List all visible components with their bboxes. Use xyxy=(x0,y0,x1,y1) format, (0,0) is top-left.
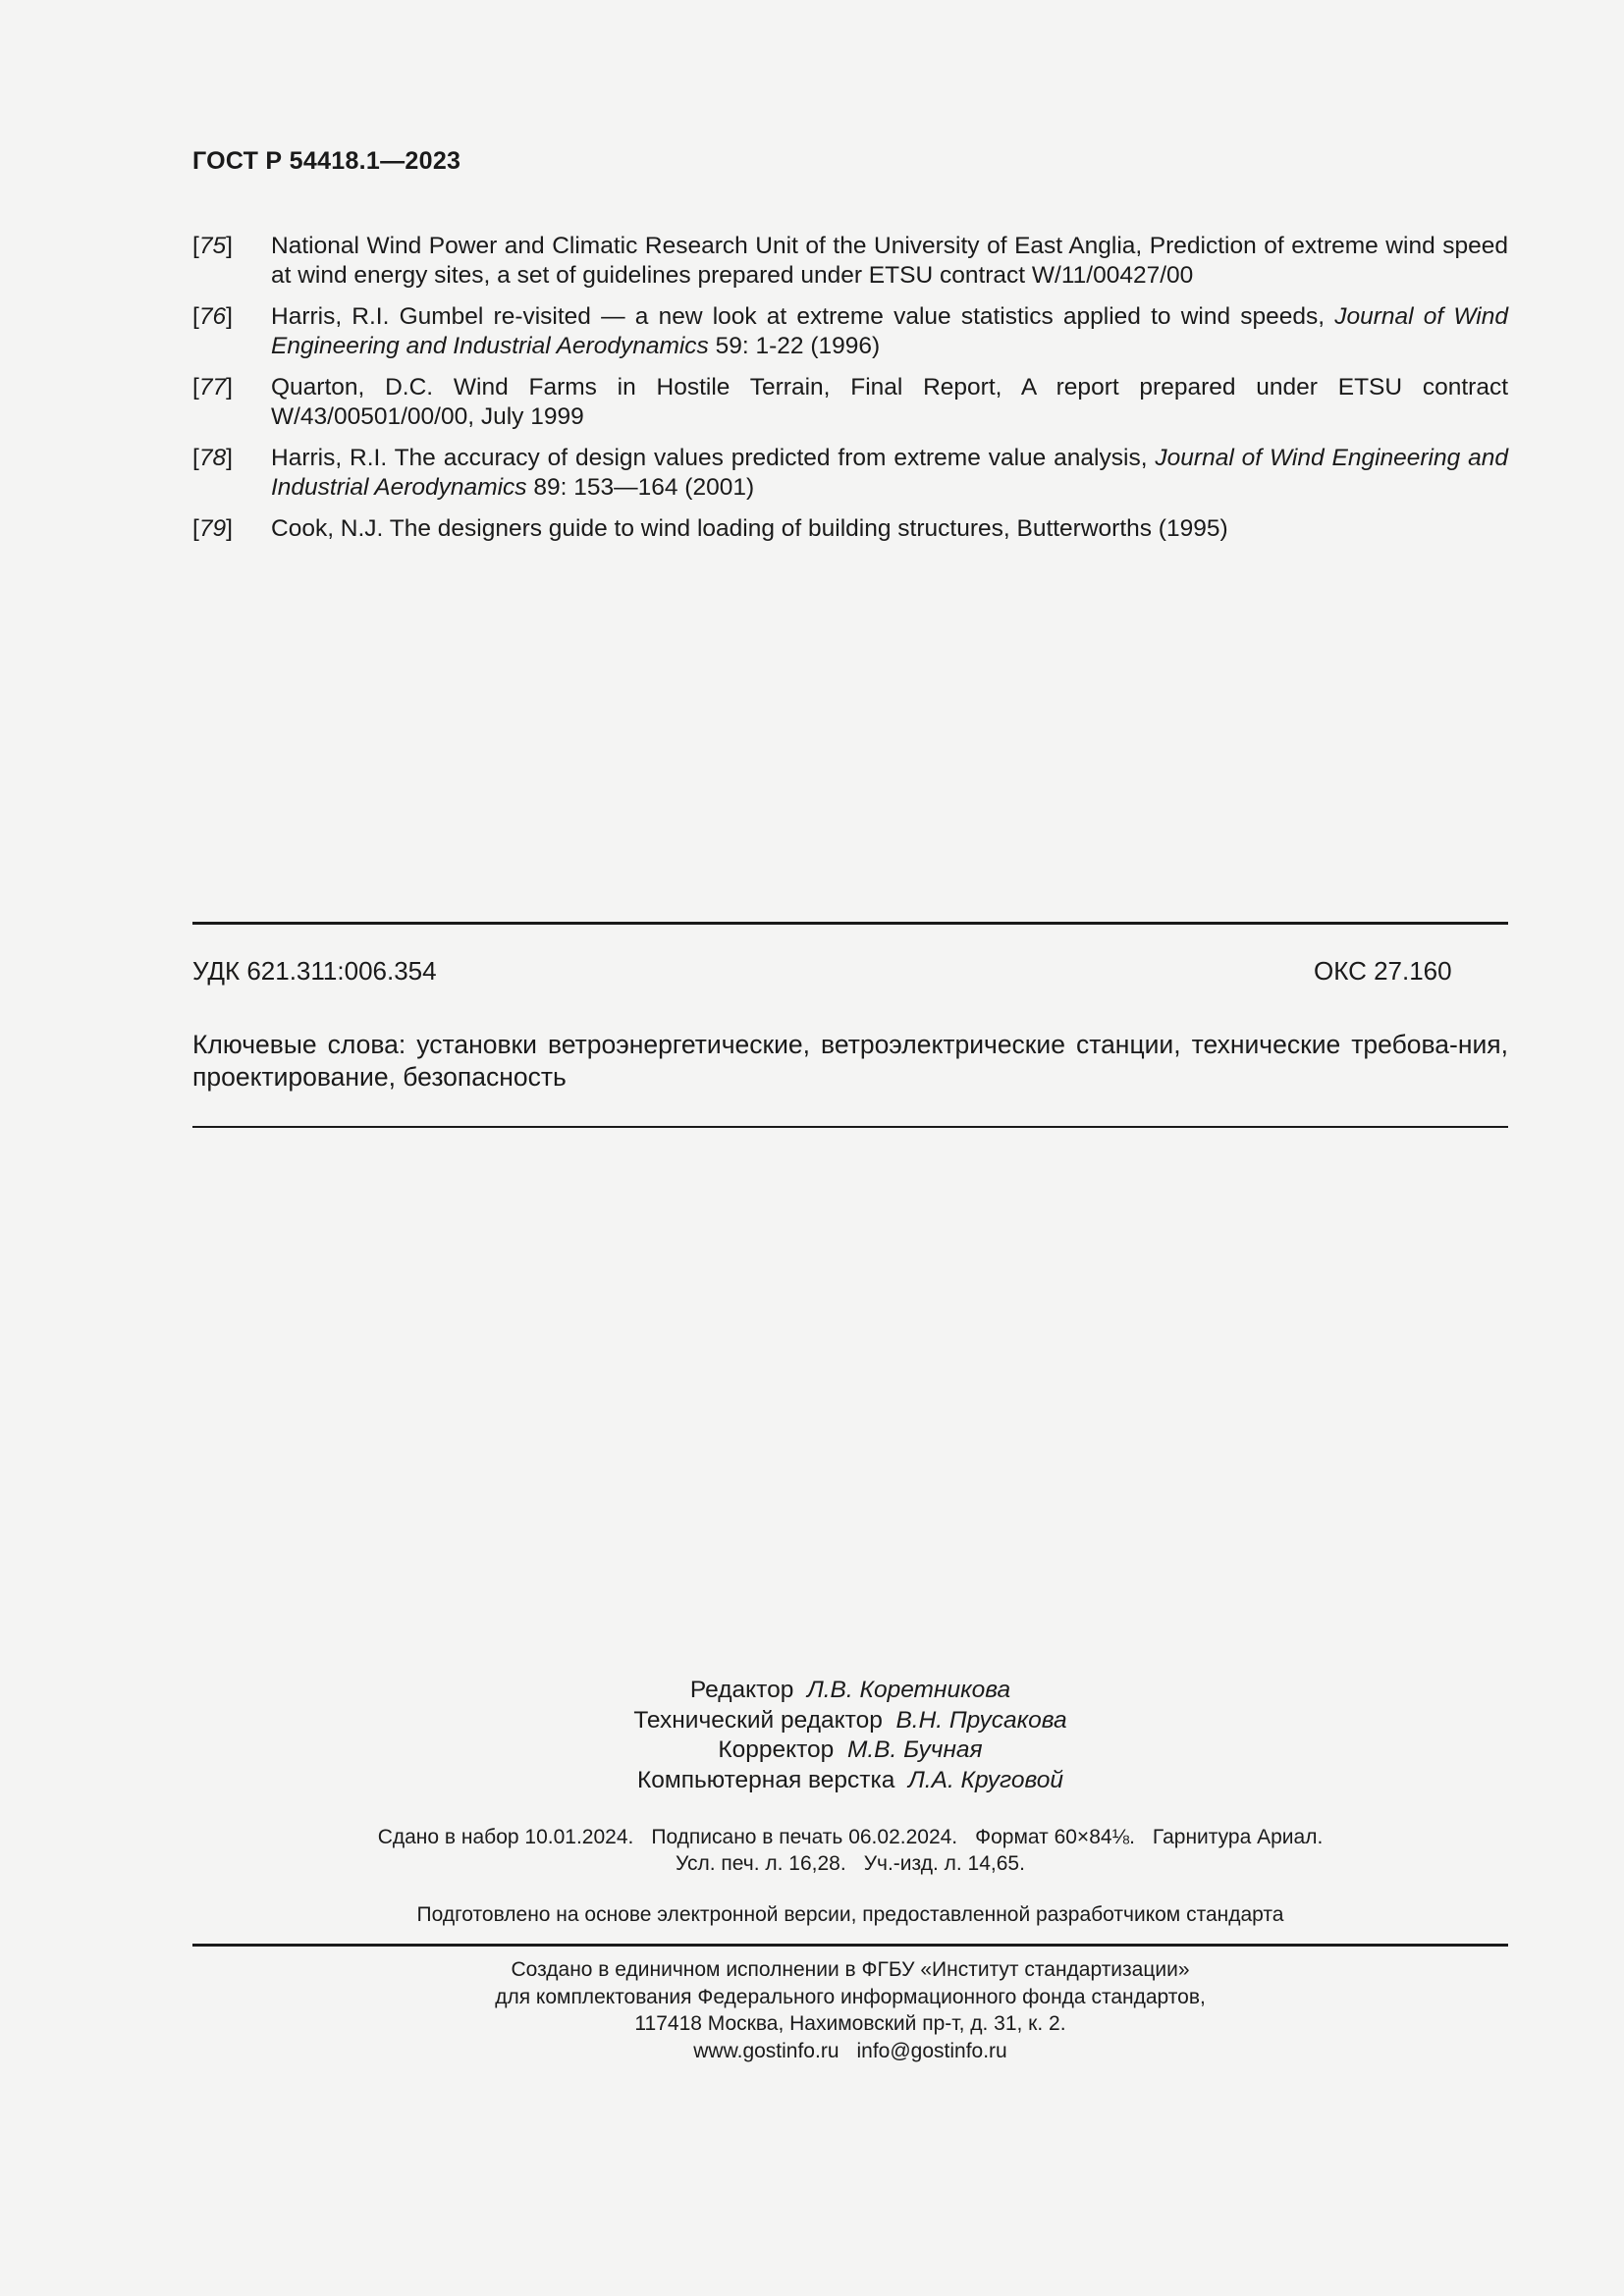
reference-text: Cook, N.J. The designers guide to wind loading of building structures, Butterworths (1995) xyxy=(271,515,1228,542)
website-link[interactable]: www.gostinfo.ru xyxy=(693,2039,839,2062)
reference-text: National Wind Power and Climatic Research Unit of the University of East Anglia, Prediction of extreme wind speed at wind energy sites, a set of guidelines prepared under ETSU contract W/11/00427/00 xyxy=(271,233,1508,289)
credit-name: М.В. Бучная xyxy=(846,1736,983,1763)
credit-role: Технический редактор xyxy=(633,1706,883,1734)
reference-number: [78] xyxy=(192,445,233,471)
divider-keywords xyxy=(192,1126,1508,1128)
publisher-line-1: Создано в единичном исполнении в ФГБУ «Институт стандартизации» xyxy=(511,1958,1190,1981)
imprint-signed: Подписано в печать 06.02.2024. xyxy=(651,1826,958,1848)
email-link[interactable]: info@gostinfo.ru xyxy=(856,2039,1007,2062)
credit-line xyxy=(192,1676,1508,1706)
credit-line xyxy=(192,1735,1508,1766)
reference-item xyxy=(192,514,1508,544)
publisher-address: 117418 Москва, Нахимовский пр-т, д. 31, к. 2. xyxy=(634,2012,1066,2035)
publisher-contacts xyxy=(192,2038,1508,2065)
references-list xyxy=(192,232,1508,556)
imprint-line-1 xyxy=(192,1824,1508,1850)
publisher-block xyxy=(192,1956,1508,2064)
credit-name: В.Н. Прусакова xyxy=(895,1706,1067,1734)
divider-bottom xyxy=(192,1944,1508,1947)
credit-line xyxy=(192,1706,1508,1736)
divider-top xyxy=(192,922,1508,925)
credit-role: Компьютерная верстка xyxy=(636,1766,895,1793)
imprint-pub-sheets: Уч.-изд. л. 14,65. xyxy=(863,1852,1025,1875)
reference-number: [77] xyxy=(192,374,233,400)
document-header: ГОСТ Р 54418.1—2023 xyxy=(192,147,461,175)
credits-block xyxy=(192,1676,1508,1795)
oks-code: ОКС 27.160 xyxy=(1314,956,1452,986)
credit-name: Л.В. Коретникова xyxy=(806,1677,1011,1703)
reference-text: Harris, R.I. The accuracy of design values predicted from extreme value analysis, Journal of Wind Engineering and Industrial Aerodynamics 89: 153—164 (2001) xyxy=(271,445,1509,501)
reference-item xyxy=(192,232,1508,291)
reference-text: Harris, R.I. Gumbel re-visited — a new look at extreme value statistics applied to wind speeds, Journal of Wind Engineering and Industrial Aerodynamics 59: 1-22 (1996) xyxy=(271,303,1508,359)
reference-text: Quarton, D.C. Wind Farms in Hostile Terrain, Final Report, A report prepared under ETSU contract W/43/00501/00/00, July 1999 xyxy=(271,374,1508,430)
credit-role: Корректор xyxy=(718,1736,835,1763)
credit-line xyxy=(192,1766,1508,1796)
reference-item xyxy=(192,302,1508,361)
udk-code: УДК 621.311:006.354 xyxy=(192,956,437,986)
imprint-print-sheets: Усл. печ. л. 16,28. xyxy=(676,1852,846,1875)
credit-name: Л.А. Круговой xyxy=(908,1766,1063,1793)
imprint-typeface: Гарнитура Ариал. xyxy=(1152,1826,1324,1848)
imprint-submitted: Сдано в набор 10.01.2024. xyxy=(377,1826,634,1848)
reference-item xyxy=(192,373,1508,432)
publisher-line-2: для комплектования Федерального информационного фонда стандартов, xyxy=(495,1985,1206,2008)
imprint-block xyxy=(192,1824,1508,1877)
imprint-format: Формат 60×84⅛. xyxy=(975,1826,1135,1848)
keywords: Ключевые слова: установки ветроэнергетические, ветроэлектрические станции, технические требова-ния, проектирование, безопасность xyxy=(192,1030,1508,1092)
imprint-line-2 xyxy=(192,1850,1508,1877)
reference-number: [76] xyxy=(192,303,233,330)
reference-number: [79] xyxy=(192,515,233,542)
document-page xyxy=(192,0,1508,2296)
reference-number: [75] xyxy=(192,233,233,259)
credit-role: Редактор xyxy=(689,1677,794,1703)
reference-item xyxy=(192,444,1508,503)
prepared-note: Подготовлено на основе электронной версии, предоставленной разработчиком стандарта xyxy=(416,1903,1284,1926)
